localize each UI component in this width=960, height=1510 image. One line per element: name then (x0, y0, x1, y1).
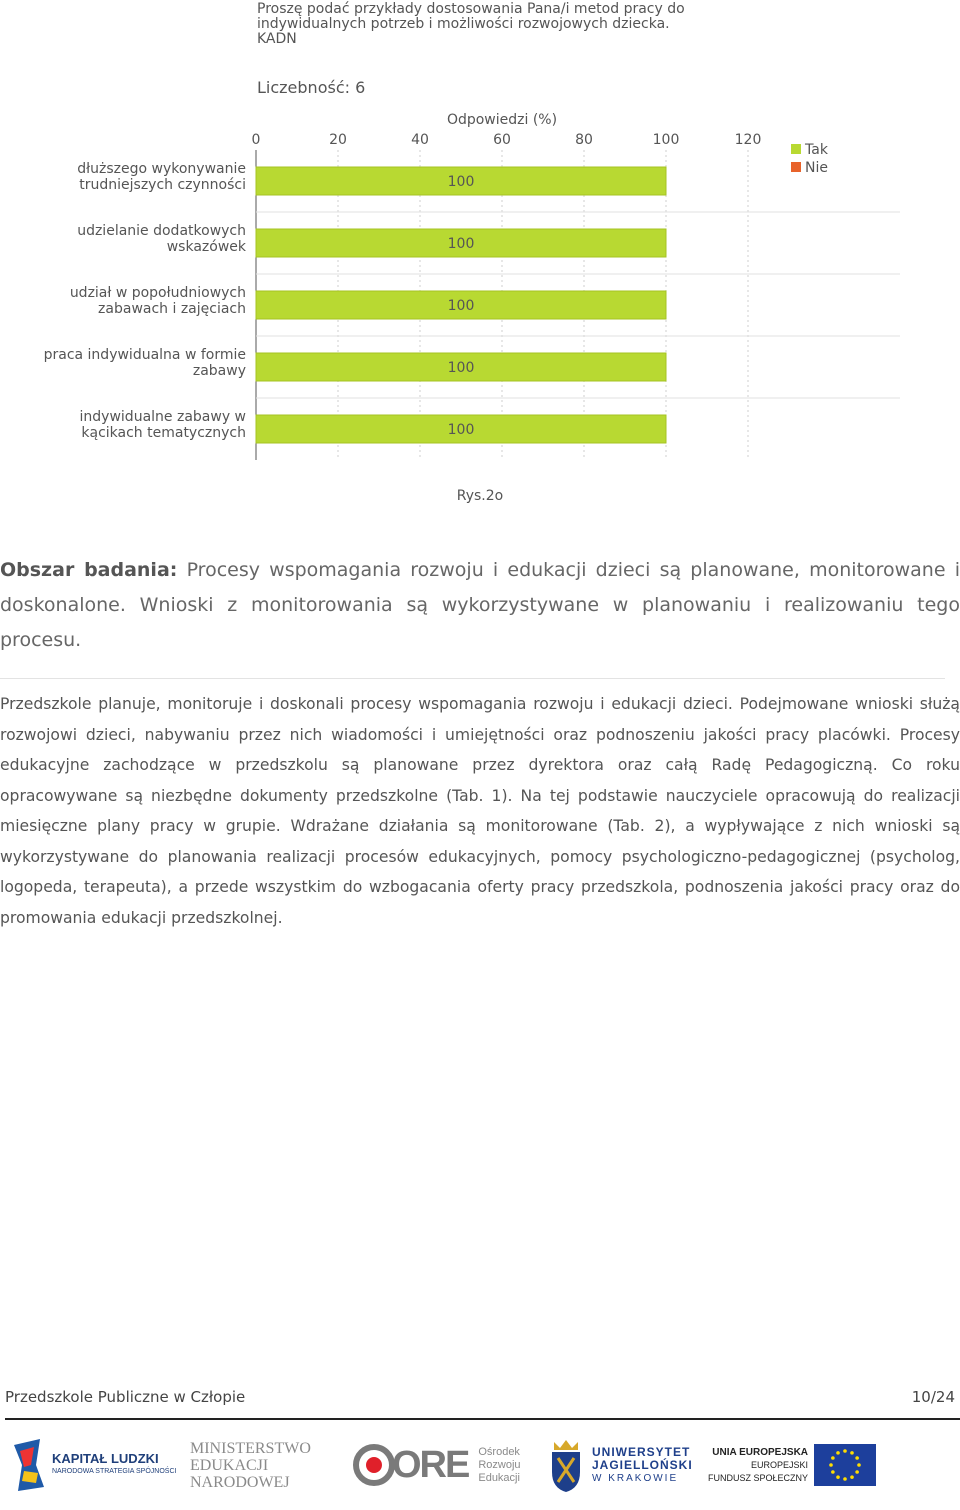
eu-star (836, 1451, 840, 1455)
divider (0, 678, 945, 679)
kl-name: KAPITAŁ LUDZKI (52, 1451, 159, 1466)
legend-label: Nie (805, 160, 828, 176)
uj-line-1: UNIWERSYTET (592, 1444, 691, 1459)
research-area-text: Procesy wspomagania rozwoju i edukacji dzieci są planowane, monitorowane i doskonalone. Wnioski z monitorowania są wykorzystywane w planowaniu i realizowaniu tego procesu. (0, 559, 960, 651)
eu-star (829, 1463, 833, 1467)
kapital-ludzki-icon (10, 1437, 46, 1493)
kapital-ludzki-logo (10, 1430, 176, 1500)
sponsor-logos (0, 1430, 960, 1500)
category-label: trudniejszych czynności (79, 177, 246, 193)
question-line-3: KADN (257, 31, 297, 47)
ore-line-2: Rozwoju (478, 1458, 521, 1471)
ue-line-1: UNIA EUROPEJSKA (712, 1446, 809, 1458)
bar-value-label: 100 (447, 174, 475, 190)
ore-line-1: Ośrodek (478, 1445, 520, 1458)
uj-logo (548, 1430, 693, 1500)
category-label: kącikach tematycznych (81, 425, 246, 441)
men-logo (190, 1430, 311, 1500)
chart-question-title (257, 2, 737, 47)
eu-star (836, 1475, 840, 1479)
men-line-3: NARODOWEJ (190, 1473, 290, 1491)
x-tick-label: 120 (734, 132, 762, 148)
footer-school-name: Przedszkole Publiczne w Człopie (5, 1388, 246, 1406)
x-tick-label: 20 (329, 132, 347, 148)
ore-wordmark: ORE (392, 1443, 469, 1486)
category-label: dłuższego wykonywanie (77, 161, 246, 177)
x-tick-label: 40 (411, 132, 429, 148)
x-tick-label: 100 (652, 132, 680, 148)
eu-star (855, 1456, 859, 1460)
uj-line-2: JAGIELLOŃSKI (592, 1457, 693, 1472)
eu-star (831, 1456, 835, 1460)
research-area-label: Obszar badania: (0, 559, 178, 581)
eu-star (850, 1475, 854, 1479)
bar-value-label: 100 (447, 422, 475, 438)
legend-label: Tak (805, 142, 828, 158)
ue-line-3: FUNDUSZ SPOŁECZNY (708, 1472, 809, 1483)
ue-line-2: EUROPEJSKI (751, 1459, 809, 1470)
category-label: praca indywidualna w formie (43, 347, 246, 363)
figure-caption: Rys.2o (456, 488, 504, 504)
eu-star (843, 1477, 847, 1481)
x-tick-label: 80 (575, 132, 593, 148)
men-line-2: EDUKACJI (190, 1456, 269, 1474)
sample-count: Liczebność: 6 (257, 78, 366, 97)
x-tick-label: 60 (493, 132, 511, 148)
eu-star (857, 1463, 861, 1467)
category-label: zabawach i zajęciach (98, 301, 246, 317)
bar-value-label: 100 (447, 298, 475, 314)
eu-star (850, 1451, 854, 1455)
bar-value-label: 100 (447, 236, 475, 252)
category-label: wskazówek (166, 239, 246, 255)
legend-swatch (791, 144, 801, 154)
legend-swatch (791, 162, 801, 172)
uj-crest-icon (548, 1436, 584, 1494)
eu-star (843, 1449, 847, 1453)
bar-value-label: 100 (447, 360, 475, 376)
ore-logo (352, 1430, 521, 1500)
eu-flag-icon (814, 1444, 876, 1486)
category-label: indywidualne zabawy w (79, 409, 246, 425)
ore-line-3: Edukacji (478, 1471, 520, 1484)
x-tick-label: 0 (251, 132, 261, 148)
question-line-2: indywidualnych potrzeb i możliwości rozwojowych dziecka. (257, 16, 670, 32)
footer-page-number: 10/24 (911, 1388, 955, 1406)
bar-chart (0, 100, 900, 470)
category-label: udział w popołudniowych (69, 285, 246, 301)
uj-line-3: W KRAKOWIE (592, 1472, 679, 1484)
question-line-1: Proszę podać przykłady dostosowania Pana/i metod pracy do (257, 1, 685, 17)
men-line-1: MINISTERSTWO (190, 1439, 311, 1457)
category-label: zabawy (192, 363, 246, 379)
footer-rule (5, 1418, 960, 1420)
ore-circle-icon (352, 1443, 396, 1487)
eu-star (831, 1470, 835, 1474)
category-label: udzielanie dodatkowych (77, 223, 246, 239)
kl-subtitle: NARODOWA STRATEGIA SPÓJNOŚCI (52, 1468, 177, 1475)
body-paragraph: Przedszkole planuje, monitoruje i doskonali procesy wspomagania rozwoju i edukacji dzieci. Podejmowane wnioski służą rozwojowi dzieci, nabywaniu przez nich wiadomości i umiejętności oraz podnoszeniu jakości pracy placówki. Procesy edukacyjne zachodzące w przedszkolu są planowane przez dyrektora oraz całą Radę Pedagogiczną. Co roku opracowywane są niezbędne dokumenty przedszkolne (Tab. 1). Na tej podstawie nauczyciele opracowują do realizacji miesięczne plany pracy w grupie. Wdrażane działania są monitorowane (Tab. 2), a wypływające z nich wnioski są wykorzystywane do planowania realizacji procesów edukacyjnych, pomocy psychologiczno-pedagogicznej (psycholog, logopeda, terapeuta), a przede wszystkim do wzbogacania oferty pracy przedszkola, podnoszenia jakości pracy oraz do promowania edukacji przedszkolnej. (0, 695, 960, 927)
ue-logo (708, 1430, 876, 1500)
x-axis-title: Odpowiedzi (%) (446, 112, 558, 128)
research-area (0, 553, 960, 658)
eu-star (855, 1470, 859, 1474)
